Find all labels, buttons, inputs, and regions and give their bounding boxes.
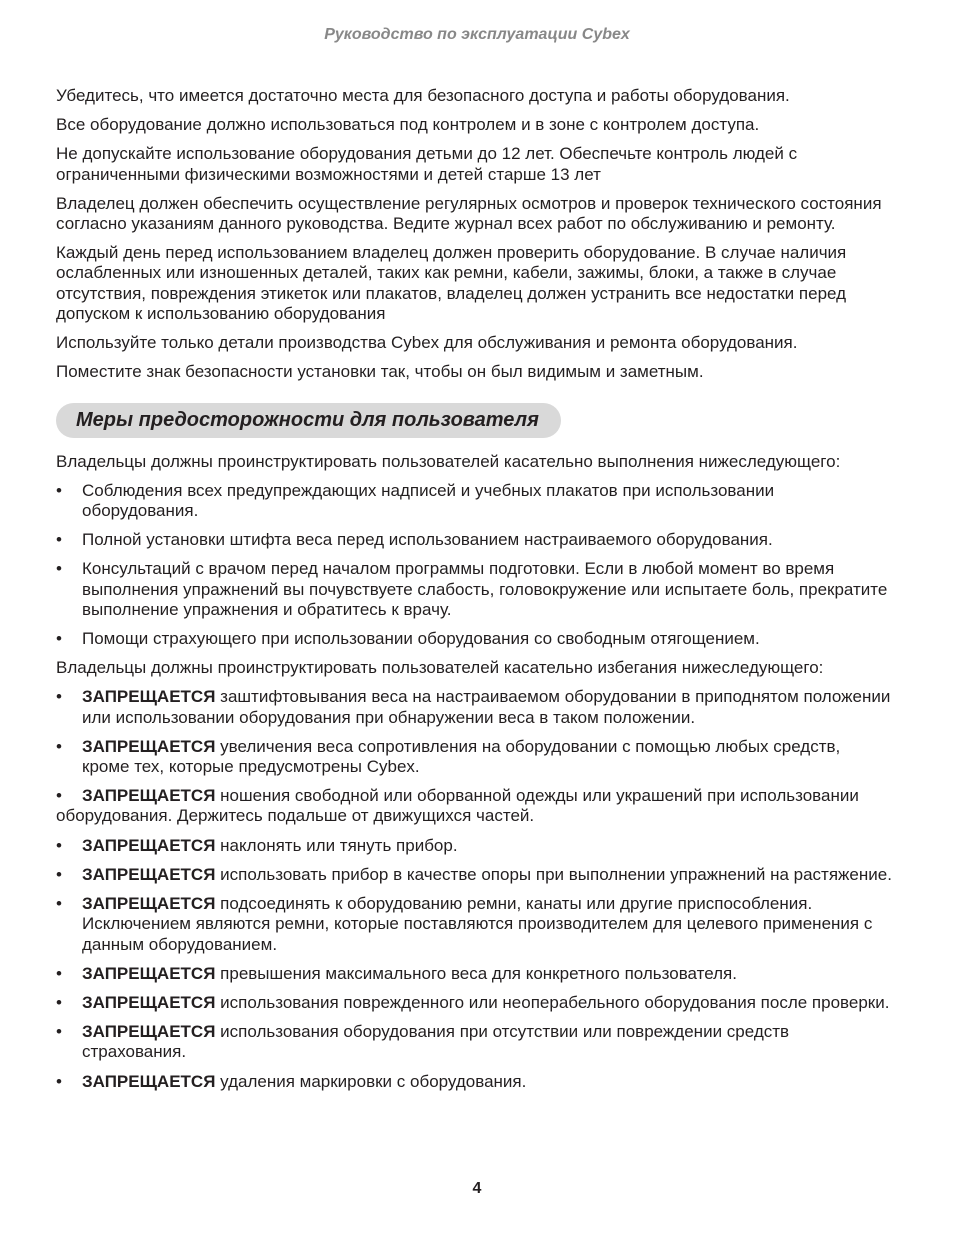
list-item-text: Полной установки штифта веса перед использованием настраиваемого оборудования. [82,530,773,550]
prohibit-label: ЗАПРЕЩАЕТСЯ [82,963,216,983]
paragraph: Убедитесь, что имеется достаточно места для безопасного доступа и работы оборудования. [56,86,790,105]
prohibit-label: ЗАПРЕЩАЕТСЯ [82,786,216,806]
paragraph: Используйте только детали производства Cybex для обслуживания и ремонта оборудования. [56,333,798,353]
paragraph: Все оборудование должно использоваться под контролем и в зоне с контролем доступа. [56,115,760,135]
list-item [56,836,892,856]
list-item [56,530,892,550]
list-item [56,993,892,1013]
dont-list-continued [56,836,892,1092]
prohibit-label: ЗАПРЕЩАЕТСЯ [82,864,216,884]
paragraph: Владелец должен обеспечить осуществление регулярных осмотров и проверок технического состояния согласно указаниям данного руководства. Ведите журнал всех работ по обслуживанию и ремонту. [56,193,882,234]
running-header: Руководство по эксплуатации Cybex [324,26,630,43]
bullet: • [56,1022,62,1042]
list-item-text: наклонять или тянуть прибор. [220,835,458,855]
list-item-unindented [56,786,892,826]
prohibit-label: ЗАПРЕЩАЕТСЯ [82,992,216,1012]
prohibit-label: ЗАПРЕЩАЕТСЯ [82,835,216,855]
intro-do-paragraph: Владельцы должны проинструктировать пользователей касательно выполнения нижеследующего: [56,451,841,471]
list-item-text: ношения свободной или оборванной одежды или украшений при использовании оборудования. Держитесь подальше от движущихся частей. [56,786,859,826]
list-item-text: подсоединять к оборудованию ремни, канаты или другие приспособления. Исключением являются ремни, которые поставляются производителем для целевого применения с данным оборудованием. [82,894,873,954]
list-item [56,865,892,885]
list-item [56,687,892,727]
list-item-text: увеличения веса сопротивления на оборудовании с помощью любых средств, кроме тех, которые предусмотрены Cybex. [82,736,841,777]
bullet: • [56,786,62,806]
bullet: • [56,894,62,914]
list-item [56,559,892,620]
prohibit-label: ЗАПРЕЩАЕТСЯ [82,1071,216,1091]
list-item [56,1072,892,1092]
prohibit-label: ЗАПРЕЩАЕТСЯ [82,687,216,707]
list-item [56,481,892,521]
prohibit-label: ЗАПРЕЩАЕТСЯ [82,894,216,914]
list-item-text: заштифтовывания веса на настраиваемом оборудовании в приподнятом положении или использовании оборудования при обнаружении веса в таком положении. [82,687,891,727]
paragraph: Каждый день перед использованием владелец должен проверить оборудование. В случае наличия ослабленных или изношенных деталей, таких как ремни, кабели, зажимы, блоки, а также в случае отсутствия, повреждения этикеток или плакатов, владелец должен устранить все недостатки перед допуском к использованию оборудования [56,243,847,323]
bullet: • [56,687,62,707]
list-item-text: использовать прибор в качестве опоры при выполнении упражнений на растяжение. [220,864,892,884]
dont-list [56,687,892,777]
list-item-text: Помощи страхующего при использовании оборудования со свободным отягощением. [82,629,760,649]
intro-dont-paragraph: Владельцы должны проинструктировать пользователей касательно избегания нижеследующего: [56,658,824,678]
bullet: • [56,480,62,500]
list-item-text: использования оборудования при отсутствии или повреждении средств страхования. [82,1022,790,1062]
bullet: • [56,559,62,579]
bullet: • [56,736,62,756]
list-item [56,1022,892,1062]
list-item [56,894,892,955]
bullet: • [56,629,62,649]
bullet: • [56,864,62,884]
bullet: • [56,835,62,855]
list-item [56,629,892,649]
list-item [56,737,892,777]
bullet: • [56,992,62,1012]
page-content [56,86,892,1101]
bullet: • [56,963,62,983]
paragraph: Не допускайте использование оборудования детьми до 12 лет. Обеспечьте контроль людей с ограниченными физическими возможностями и детей старше 13 лет [56,144,798,184]
section-heading: Меры предосторожности для пользователя [56,403,561,437]
list-item-text: Соблюдения всех предупреждающих надписей и учебных плакатов при использовании оборудования. [82,480,775,521]
prohibit-label: ЗАПРЕЩАЕТСЯ [82,1022,216,1042]
list-item-text: Консультаций с врачом перед началом программы подготовки. Если в любой момент во время выполнения упражнений вы почувствуете слабость, головокружение или испытаете боль, прекратите выполнение упражнения и обратитесь к врачу. [82,559,888,619]
list-item [56,964,892,984]
list-item-text: использования поврежденного или неоперабельного оборудования после проверки. [220,992,890,1012]
page-number: 4 [472,1180,482,1197]
bullet: • [56,1071,62,1091]
list-item-text: удаления маркировки с оборудования. [220,1071,527,1091]
bullet: • [56,530,62,550]
prohibit-label: ЗАПРЕЩАЕТСЯ [82,736,216,756]
paragraph: Поместите знак безопасности установки так, чтобы он был видимым и заметным. [56,362,704,382]
do-list [56,481,892,649]
list-item-text: превышения максимального веса для конкретного пользователя. [220,963,737,983]
